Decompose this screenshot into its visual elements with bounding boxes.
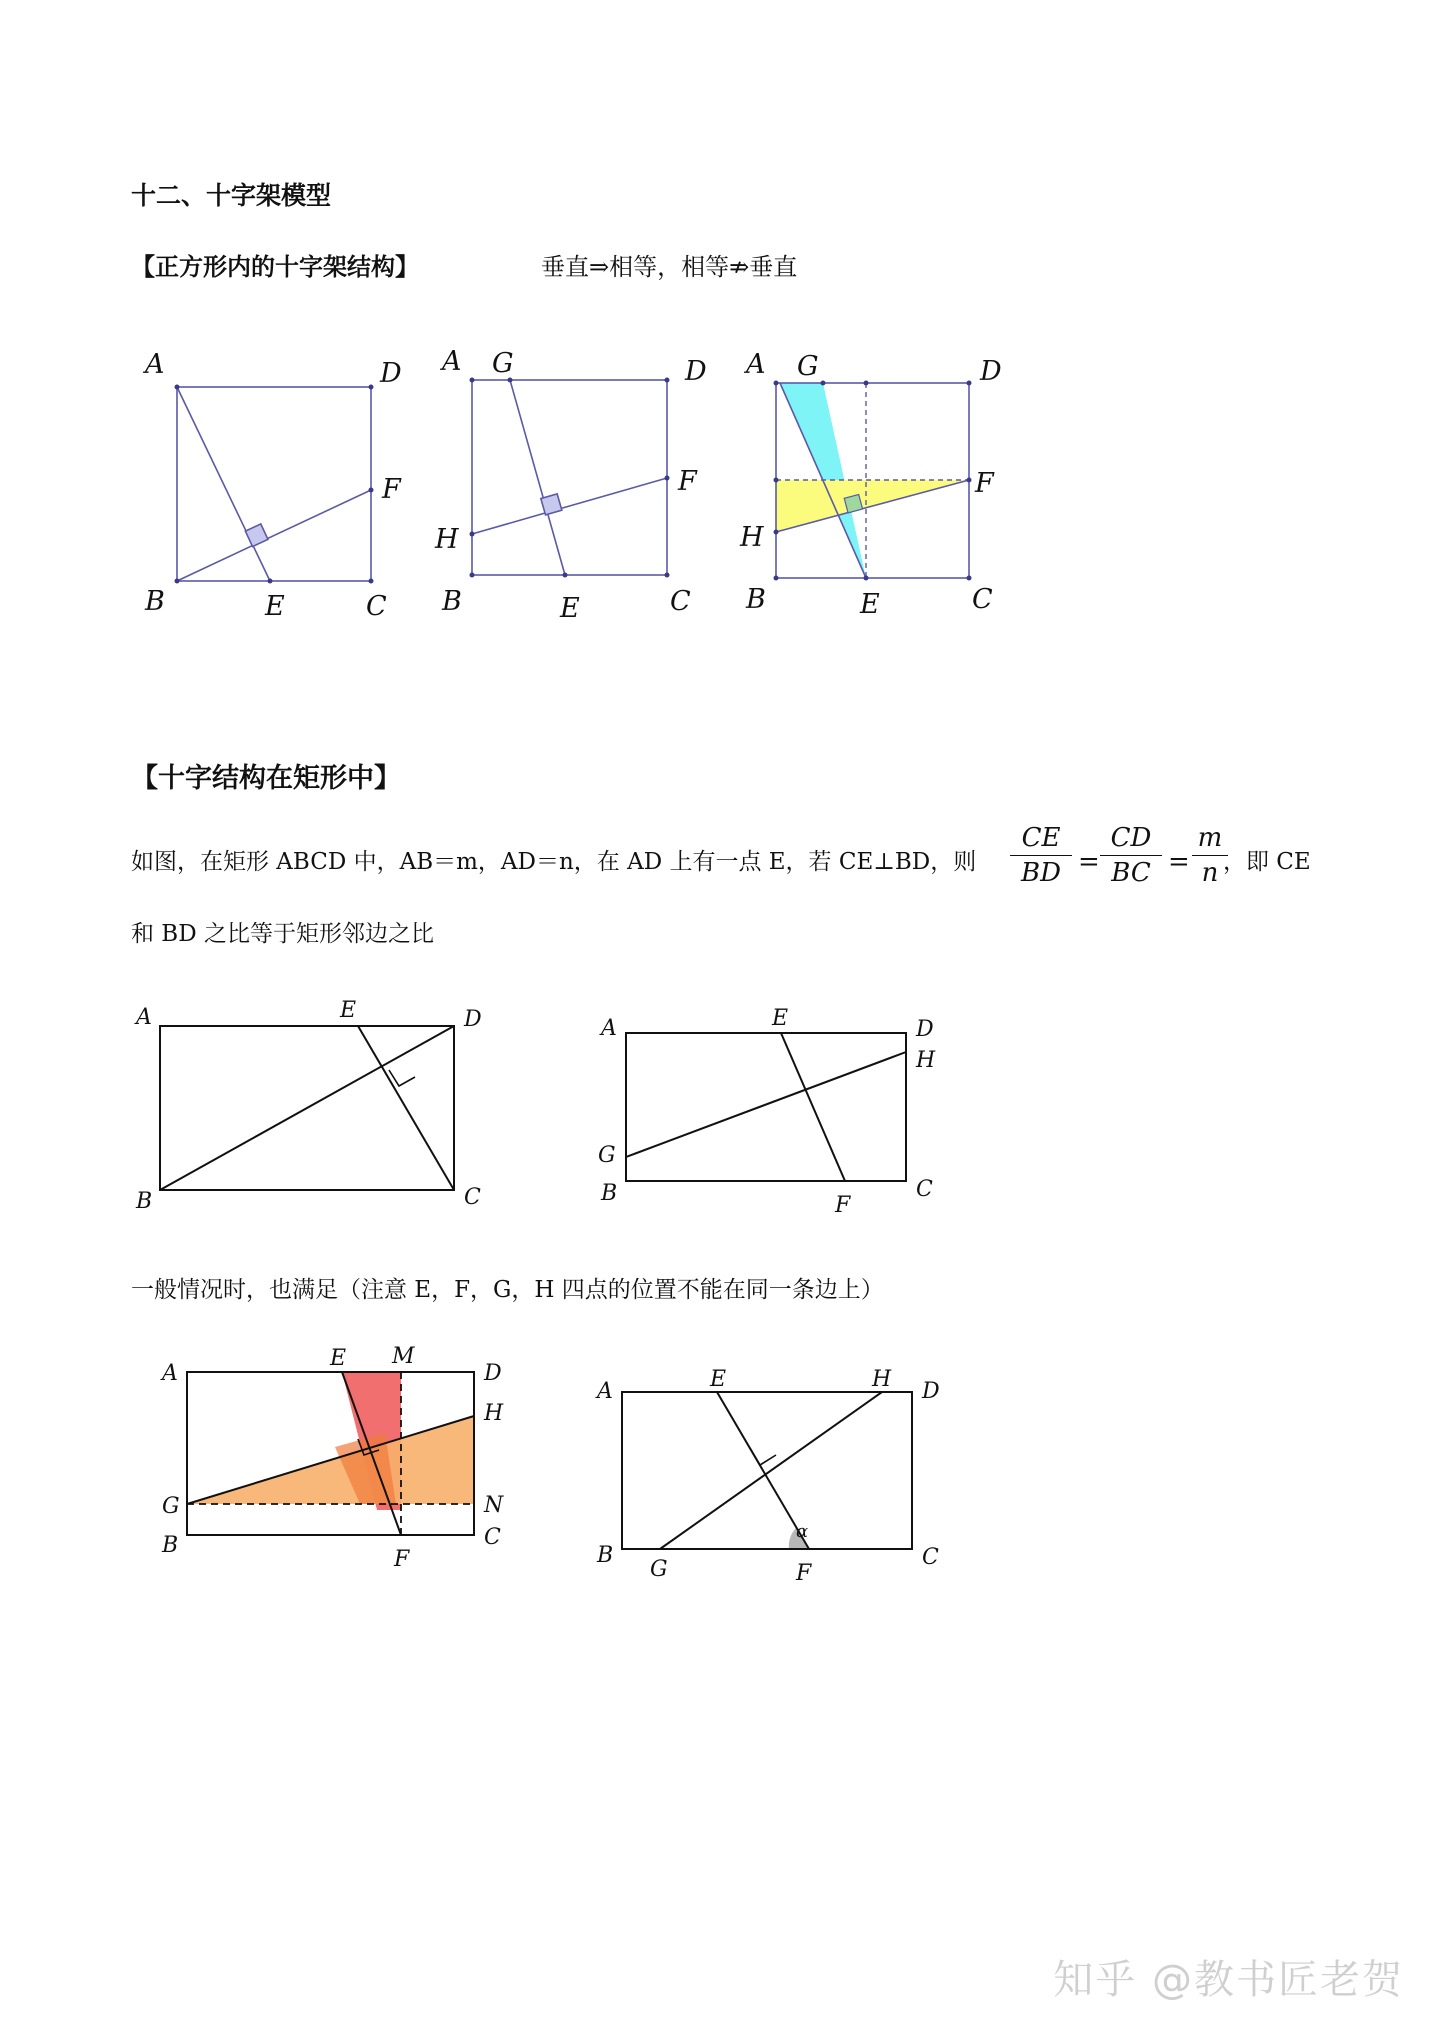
fig5-label-d: D [916, 1017, 934, 1042]
fig3-label-f: F [975, 468, 994, 499]
fig2-label-b: B [442, 586, 462, 617]
figure-6 [187, 1372, 474, 1535]
fig2-label-g: G [492, 348, 514, 379]
formula-eq-1: = [1078, 847, 1100, 877]
fig7-label-b: B [597, 1543, 614, 1568]
figure-3 [776, 383, 969, 578]
fig7-label-f: F [796, 1561, 812, 1586]
watermark: 知乎 @教书匠老贺 [1053, 1957, 1404, 2003]
fig6-label-m: M [392, 1344, 415, 1369]
fig6-label-h: H [484, 1401, 504, 1426]
fig7-label-g: G [650, 1557, 668, 1582]
fig3-label-a: A [746, 349, 766, 380]
fig6-label-c: C [484, 1525, 501, 1550]
rect-section-line2: 和 BD 之比等于矩形邻边之比 [131, 921, 434, 947]
fig4-label-d: D [464, 1007, 482, 1032]
fig2-label-c: C [670, 586, 691, 617]
fig3-label-d: D [980, 356, 1002, 387]
formula-f1-den: BD [1021, 858, 1061, 888]
fig2-label-a: A [442, 346, 462, 377]
formula-eq-2: = [1168, 847, 1190, 877]
formula-f3-den: n [1201, 858, 1219, 888]
rect-section-heading: 【十字结构在矩形中】 [131, 763, 401, 794]
fig6-label-e: E [330, 1346, 347, 1371]
fig3-label-c: C [972, 584, 993, 615]
square-section-note: 垂直⇒相等，相等⇏垂直 [541, 253, 798, 281]
figure-7 [622, 1392, 912, 1549]
rect-section-line1-end: ，即 CE [1223, 849, 1311, 875]
fig7-label-h: H [872, 1367, 892, 1392]
figure-5 [626, 1033, 906, 1181]
fig6-label-a: A [162, 1361, 178, 1386]
fig1-label-b: B [145, 586, 165, 617]
fig7-label-a: A [597, 1379, 613, 1404]
fig6-label-f: F [394, 1547, 410, 1572]
fig4-label-a: A [136, 1005, 152, 1030]
fig2-label-h: H [435, 524, 459, 555]
square-figures [130, 330, 1050, 630]
fig5-label-b: B [601, 1181, 618, 1206]
fig4-label-b: B [136, 1189, 153, 1214]
figure-2 [472, 380, 667, 575]
fig7-label-c: C [922, 1545, 939, 1570]
fig2-label-d: D [685, 356, 707, 387]
fig7-label-e: E [710, 1367, 727, 1392]
formula-f3-num: m [1192, 823, 1228, 856]
fig6-label-b: B [162, 1533, 179, 1558]
fig3-label-h: H [740, 522, 764, 553]
fig4-label-e: E [340, 998, 357, 1023]
fig7-label-alpha: α [796, 1521, 809, 1542]
fig3-label-b: B [746, 584, 766, 615]
rect-figures-row2 [120, 1330, 1000, 1590]
fig5-label-c: C [916, 1177, 933, 1202]
fig1-label-d: D [380, 358, 402, 389]
formula-f2-den: BC [1111, 858, 1151, 888]
square-section-heading: 【正方形内的十字架结构】 [131, 253, 419, 281]
fig3-label-g: G [797, 351, 819, 382]
fig1-label-f: F [382, 474, 401, 505]
fig6-label-n: N [484, 1493, 504, 1518]
fig5-label-e: E [772, 1006, 789, 1031]
fig5-label-g: G [598, 1143, 616, 1168]
fig6-label-g: G [162, 1494, 180, 1519]
rect-figures-row1 [120, 990, 1000, 1230]
fig1-label-a: A [145, 349, 165, 380]
fig2-label-e: E [560, 593, 580, 624]
fig1-label-c: C [366, 591, 387, 622]
figure-1 [177, 387, 371, 581]
section-title: 十二、十字架模型 [131, 181, 332, 210]
figure-4 [160, 1026, 454, 1190]
general-note: 一般情况时，也满足（注意 E，F，G，H 四点的位置不能在同一条边上） [131, 1277, 884, 1303]
fig7-label-d: D [922, 1379, 940, 1404]
fig2-label-f: F [678, 466, 697, 497]
fig5-label-a: A [601, 1016, 617, 1041]
fig4-label-c: C [464, 1185, 481, 1210]
fig3-label-e: E [860, 589, 880, 620]
fig1-label-e: E [265, 591, 285, 622]
formula-f2-num: CD [1100, 823, 1162, 856]
formula-f1-num: CE [1010, 823, 1072, 856]
fig5-label-f: F [835, 1193, 851, 1218]
fig6-label-d: D [484, 1361, 502, 1386]
fig5-label-h: H [916, 1048, 936, 1073]
rect-section-line1: 如图，在矩形 ABCD 中，AB＝m，AD＝n，在 AD 上有一点 E，若 CE⊥BD，则 [131, 849, 977, 875]
